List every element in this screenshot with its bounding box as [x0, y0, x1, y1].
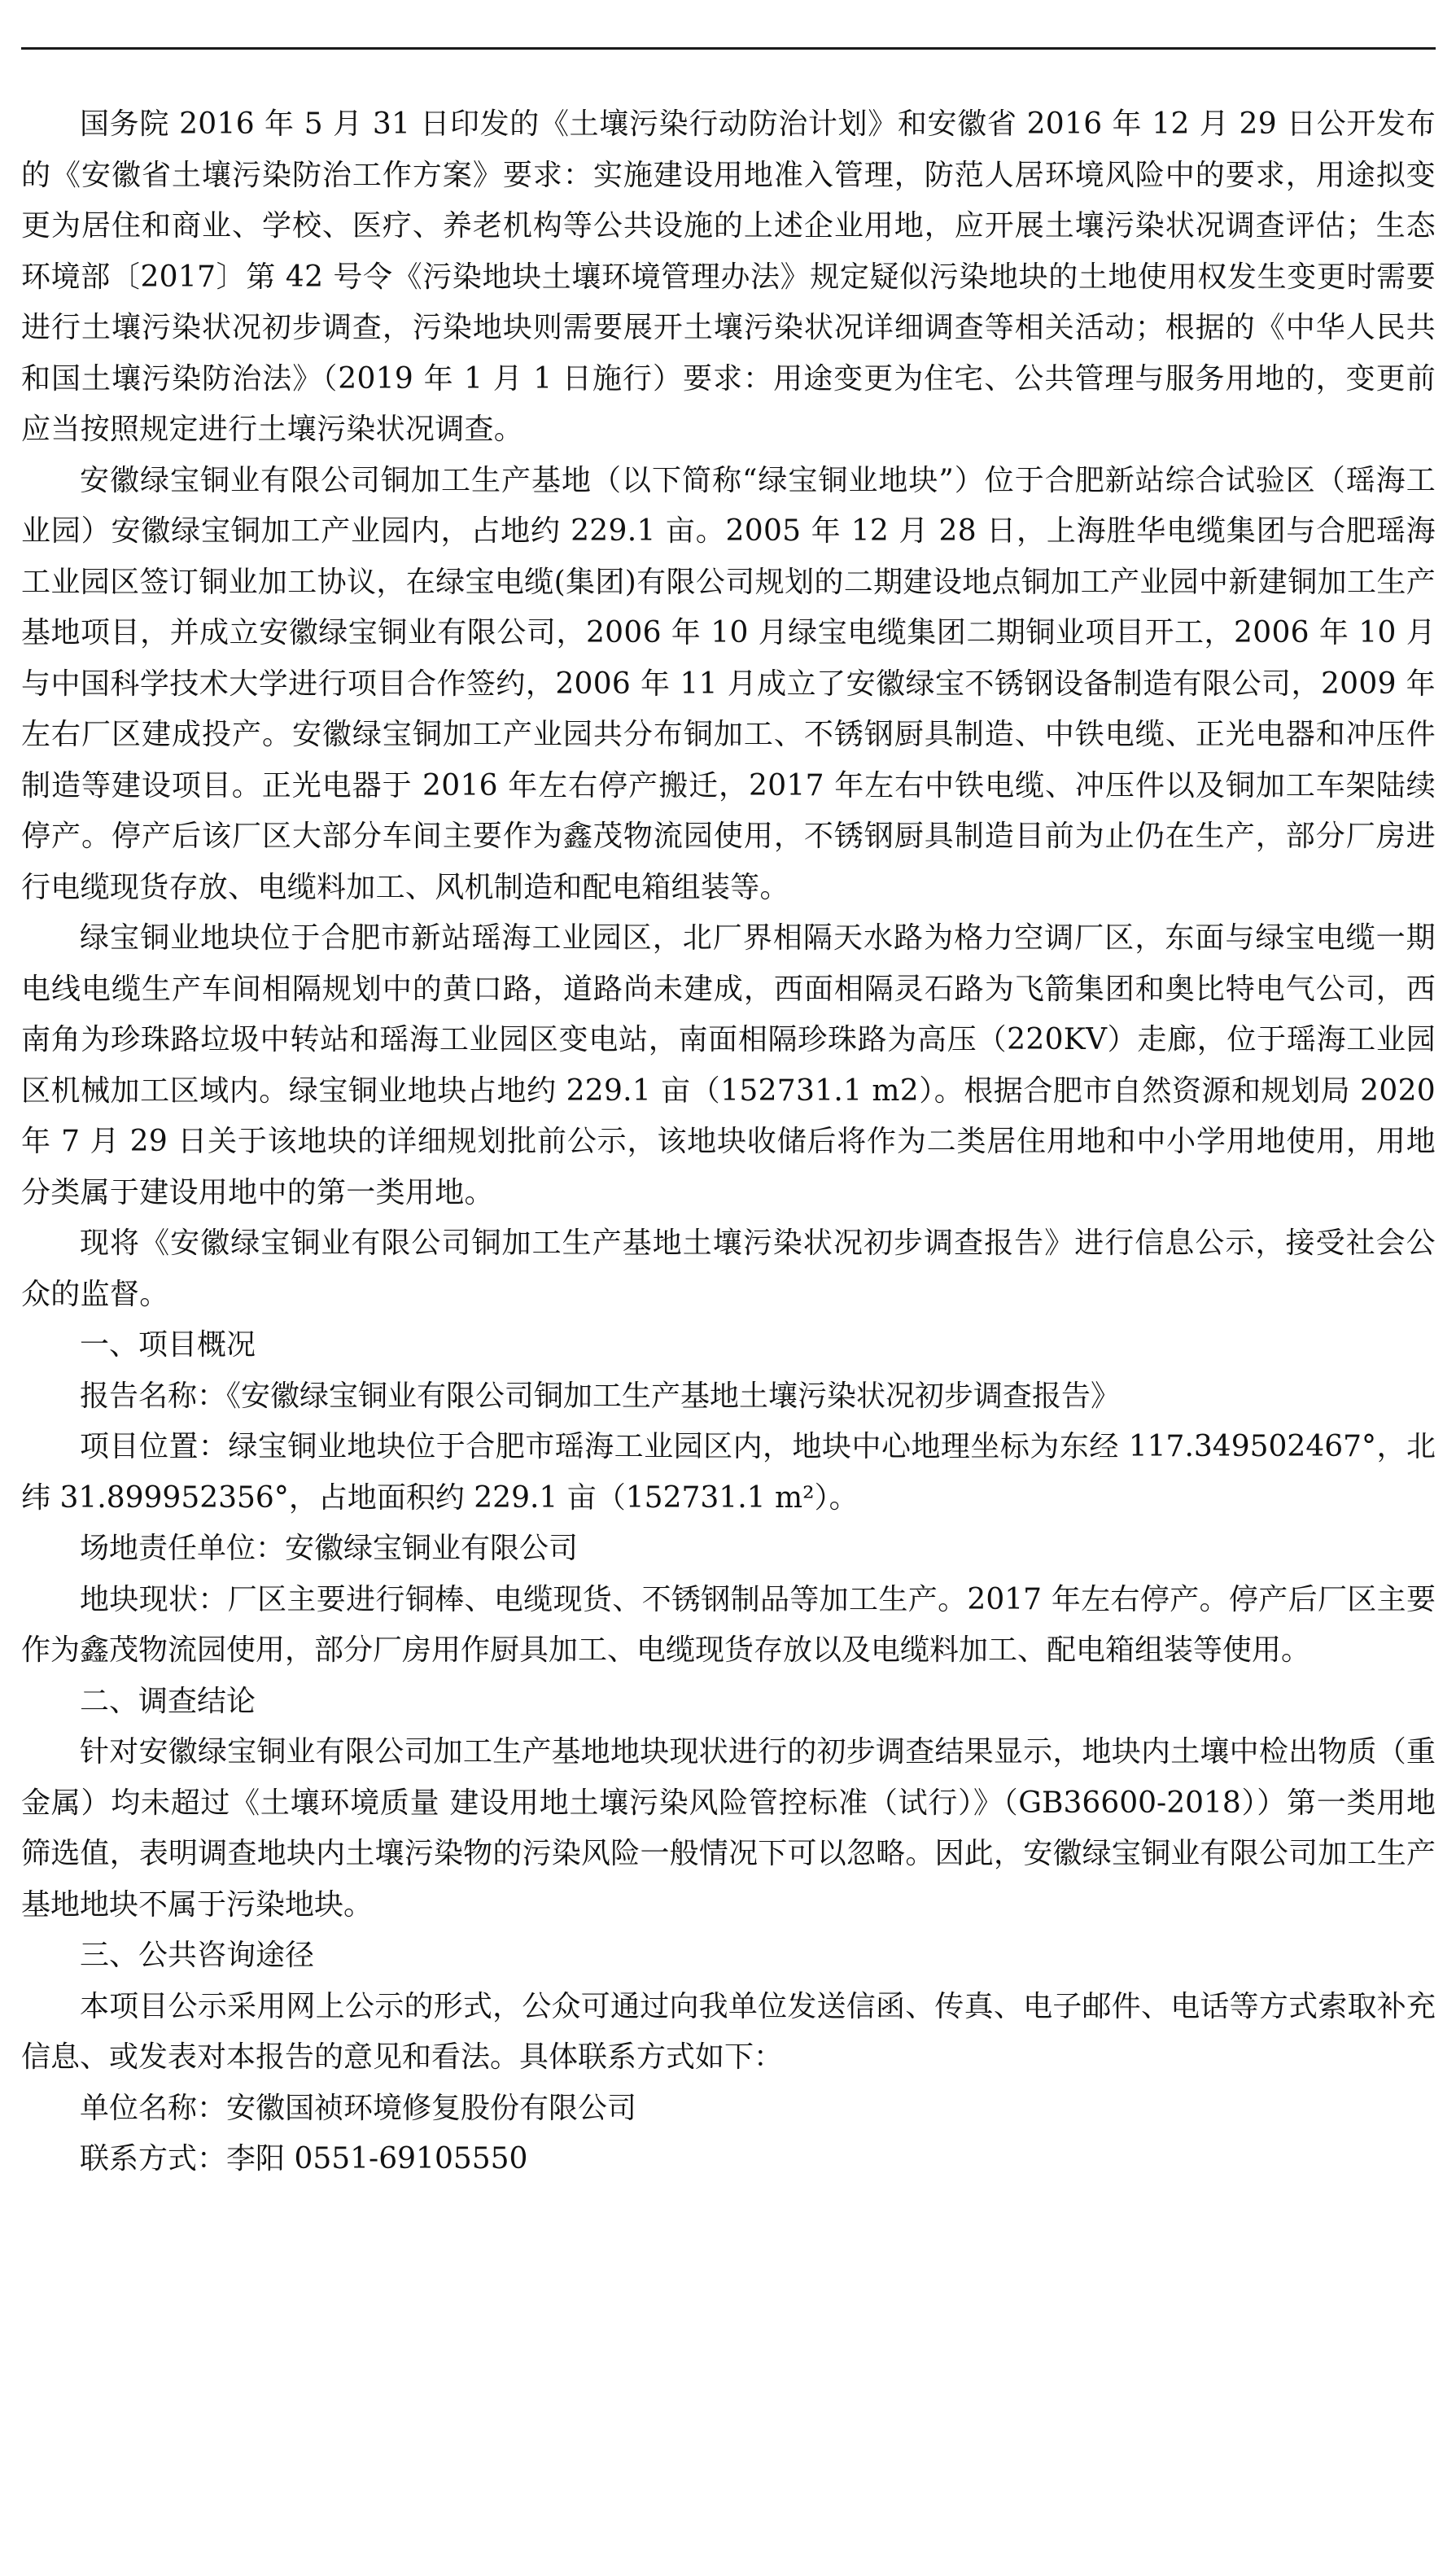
document-body: [21, 99, 1436, 2185]
section-heading-conclusion: 二、调查结论: [80, 1684, 256, 1718]
section-heading-consultation: 三、公共咨询途径: [80, 1939, 315, 1972]
section-heading-overview: 一、项目概况: [80, 1328, 256, 1362]
intro-paragraph-notice: 现将《安徽绿宝铜业有限公司铜加工生产基地土壤污染状况初步调查报告》进行信息公示，接受社会公众的监督。: [21, 1227, 1436, 1311]
contact-info: 联系方式：李阳 0551-69105550: [80, 2142, 528, 2175]
intro-paragraph-site: 绿宝铜业地块位于合肥市新站瑶海工业园区，北厂界相隔天水路为格力空调厂区，东面与绿宝电缆一期电线电缆生产车间相隔规划中的黄口路，道路尚未建成，西面相隔灵石路为飞箭集团和奥比特电气公司，西南角为珍珠路垃圾中转站和瑶海工业园区变电站，南面相隔珍珠路为高压（220KV）走廊，位于瑶海工业园区机械加工区域内。绿宝铜业地块占地约 229.1 亩（152731.1 m2）。根据合肥市自然资源和规划局 2020 年 7 月 29 日关于该地块的详细规划批前公示，该地块收储后将作为二类居住用地和中小学用地使用，用地分类属于建设用地中的第一类用地。: [21, 921, 1436, 1209]
report-name: 报告名称：《安徽绿宝铜业有限公司铜加工生产基地土壤污染状况初步调查报告》: [80, 1379, 1121, 1413]
intro-paragraph-company: 安徽绿宝铜业有限公司铜加工生产基地（以下简称“绿宝铜业地块”）位于合肥新站综合试验区（瑶海工业园）安徽绿宝铜加工产业园内，占地约 229.1 亩。2005 年 12 月 28 日，上海胜华电缆集团与合肥瑶海工业园区签订铜业加工协议，在绿宝电缆(集团)有限公司规划的二期建设地点铜加工产业园中新建铜加工生产基地项目，并成立安徽绿宝铜业有限公司，2006 年 10 月绿宝电缆集团二期铜业项目开工，2006 年 10 月与中国科学技术大学进行项目合作签约，2006 年 11 月成立了安徽绿宝不锈钢设备制造有限公司，2009 年左右厂区建成投产。安徽绿宝铜加工产业园共分布铜加工、不锈钢厨具制造、中铁电缆、正光电器和冲压件制造等建设项目。正光电器于 2016 年左右停产搬迁，2017 年左右中铁电缆、冲压件以及铜加工车架陆续停产。停产后该厂区大部分车间主要作为鑫茂物流园使用，不锈钢厨具制造目前为止仍在生产，部分厂房进行电缆现货存放、电缆料加工、风机制造和配电箱组装等。: [21, 463, 1436, 904]
conclusion-text: 针对安徽绿宝铜业有限公司加工生产基地地块现状进行的初步调查结果显示，地块内土壤中检出物质（重金属）均未超过《土壤环境质量 建设用地土壤污染风险管控标准（试行）》（GB36600-2018））第一类用地筛选值，表明调查地块内土壤污染物的污染风险一般情况下可以忽略。因此，安徽绿宝铜业有限公司加工生产基地地块不属于污染地块。: [21, 1735, 1436, 1922]
consultation-intro: 本项目公示采用网上公示的形式，公众可通过向我单位发送信函、传真、电子邮件、电话等方式索取补充信息、或发表对本报告的意见和看法。具体联系方式如下：: [21, 1989, 1436, 2074]
header-rule: [21, 47, 1436, 50]
project-location: 项目位置：绿宝铜业地块位于合肥市瑶海工业园区内，地块中心地理坐标为东经 117.349502467°，北纬 31.899952356°，占地面积约 229.1 亩（152731.1 m²）。: [21, 1430, 1436, 1515]
responsible-unit: 场地责任单位：安徽绿宝铜业有限公司: [80, 1532, 579, 1565]
contact-unit: 单位名称：安徽国祯环境修复股份有限公司: [80, 2091, 637, 2125]
intro-paragraph-policy: 国务院 2016 年 5 月 31 日印发的《土壤污染行动防治计划》和安徽省 2016 年 12 月 29 日公开发布的《安徽省土壤污染防治工作方案》要求：实施建设用地准入管理，防范人居环境风险中的要求，用途拟变更为居住和商业、学校、医疗、养老机构等公共设施的上述企业用地，应开展土壤污染状况调查评估；生态环境部〔2017〕第 42 号令《污染地块土壤环境管理办法》规定疑似污染地块的土地使用权发生变更时需要进行土壤污染状况初步调查，污染地块则需要展开土壤污染状况详细调查等相关活动；根据的《中华人民共和国土壤污染防治法》（2019 年 1 月 1 日施行）要求：用途变更为住宅、公共管理与服务用地的，变更前应当按照规定进行土壤污染状况调查。: [21, 107, 1436, 446]
site-status: 地块现状：厂区主要进行铜棒、电缆现货、不锈钢制品等加工生产。2017 年左右停产。停产后厂区主要作为鑫茂物流园使用，部分厂房用作厨具加工、电缆现货存放以及电缆料加工、配电箱组装等使用。: [21, 1582, 1436, 1667]
